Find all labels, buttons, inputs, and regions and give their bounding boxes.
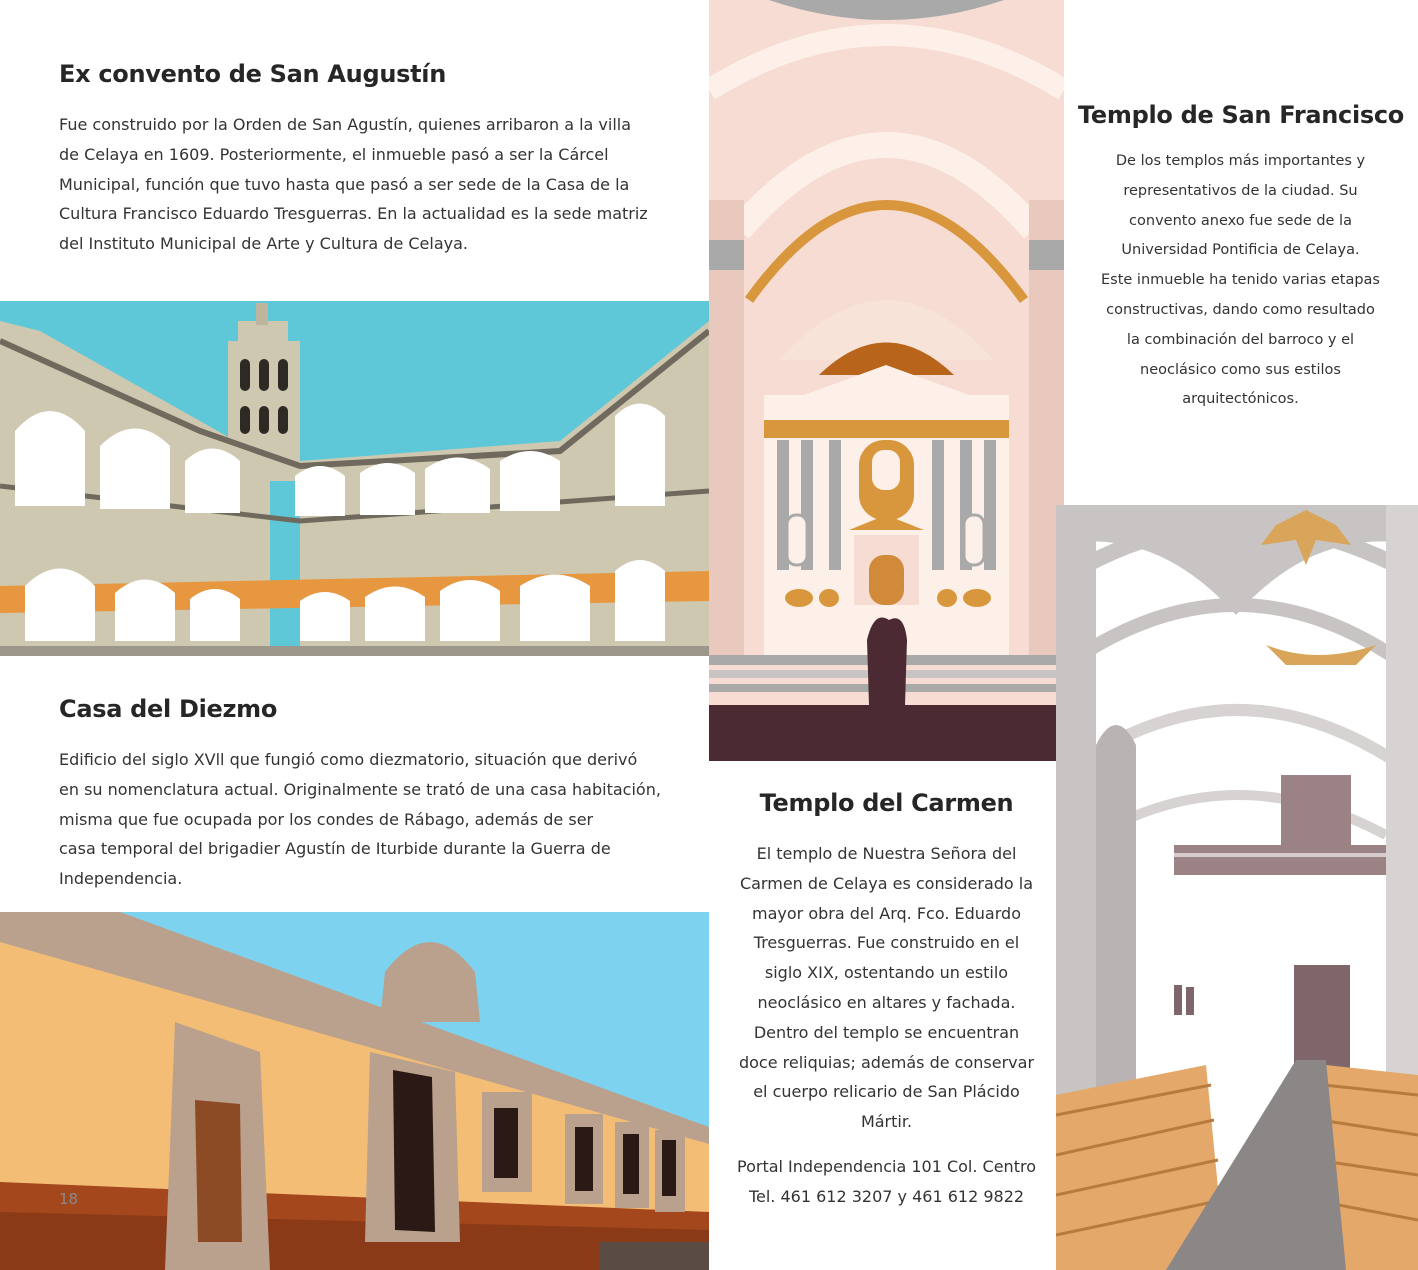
carmen-line: mayor obra del Arq. Fco. Eduardo bbox=[752, 903, 1021, 923]
carmen-line: siglo XIX, ostentando un estilo bbox=[764, 963, 1009, 983]
francisco-title: Templo de San Francisco bbox=[1078, 101, 1404, 129]
agustin-line: del Instituto Municipal de Arte y Cultura de Celaya. bbox=[59, 234, 468, 254]
carmen-line: neoclásico en altares y fachada. bbox=[757, 992, 1016, 1012]
diezmo-facade-illustration bbox=[0, 912, 709, 1270]
carmen-line: el cuerpo relicario de San Plácido bbox=[753, 1082, 1020, 1102]
francisco-line: constructivas, dando como resultado bbox=[1106, 301, 1375, 318]
san-francisco-nave-illustration bbox=[1056, 505, 1418, 1270]
carmen-line: Tresguerras. Fue construido en el bbox=[753, 933, 1020, 953]
diezmo-line: Edificio del siglo XVll que fungió como diezmatorio, situación que derivó bbox=[59, 750, 638, 769]
francisco-line: arquitectónicos. bbox=[1182, 391, 1299, 408]
page-number: 18 bbox=[59, 1190, 79, 1208]
address-line: Portal Independencia 101 Col. Centro bbox=[737, 1157, 1036, 1176]
carmen-line: Mártir. bbox=[860, 1112, 913, 1132]
diezmo-line: misma que fue ocupada por los condes de Rábago, además de ser bbox=[59, 809, 594, 829]
francisco-line: representativos de la ciudad. Su bbox=[1123, 182, 1358, 199]
agustin-line: Fue construido por la Orden de San Agustín, quienes arribaron a la villa bbox=[59, 115, 632, 134]
carmen-line: Dentro del templo se encuentran bbox=[753, 1022, 1020, 1042]
agustin-line: Cultura Francisco Eduardo Tresguerras. En la actualidad es la sede matriz bbox=[59, 204, 648, 224]
carmen-description bbox=[709, 839, 1064, 1137]
diezmo-line: casa temporal del brigadier Agustín de Iturbide durante la Guerra de bbox=[59, 839, 611, 859]
diezmo-line: en su nomenclatura actual. Originalmente se trató de una casa habitación, bbox=[59, 779, 661, 799]
carmen-line: Carmen de Celaya es considerado la bbox=[739, 873, 1034, 893]
agustin-title: Ex convento de San Augustín bbox=[59, 60, 446, 88]
carmen-line: El templo de Nuestra Señora del bbox=[756, 844, 1017, 863]
phone-line: Tel. 461 612 3207 y 461 612 9822 bbox=[748, 1186, 1025, 1206]
francisco-line: la combinación del barroco y el bbox=[1126, 331, 1355, 348]
agustin-line: de Celaya en 1609. Posteriormente, el inmueble pasó a ser la Cárcel bbox=[59, 144, 609, 164]
francisco-description bbox=[1078, 147, 1403, 415]
francisco-line: Universidad Pontificia de Celaya. bbox=[1121, 242, 1360, 259]
carmen-altar-illustration bbox=[709, 0, 1064, 761]
carmen-address bbox=[709, 1152, 1064, 1212]
agustin-line: Municipal, función que tuvo hasta que pasó a ser sede de la Casa de la bbox=[59, 174, 630, 194]
francisco-line: neoclásico como sus estilos bbox=[1140, 361, 1341, 378]
francisco-line: Este inmueble ha tenido varias etapas bbox=[1101, 272, 1380, 289]
agustin-description bbox=[59, 110, 679, 259]
francisco-line: convento anexo fue sede de la bbox=[1129, 212, 1352, 229]
diezmo-line: Independencia. bbox=[59, 869, 183, 889]
diezmo-title: Casa del Diezmo bbox=[59, 695, 278, 723]
francisco-line: De los templos más importantes y bbox=[1115, 153, 1366, 169]
cloister-arches-illustration bbox=[0, 301, 709, 656]
diezmo-description bbox=[59, 745, 689, 894]
carmen-title: Templo del Carmen bbox=[759, 789, 1014, 817]
carmen-line: doce reliquias; además de conservar bbox=[738, 1052, 1035, 1072]
